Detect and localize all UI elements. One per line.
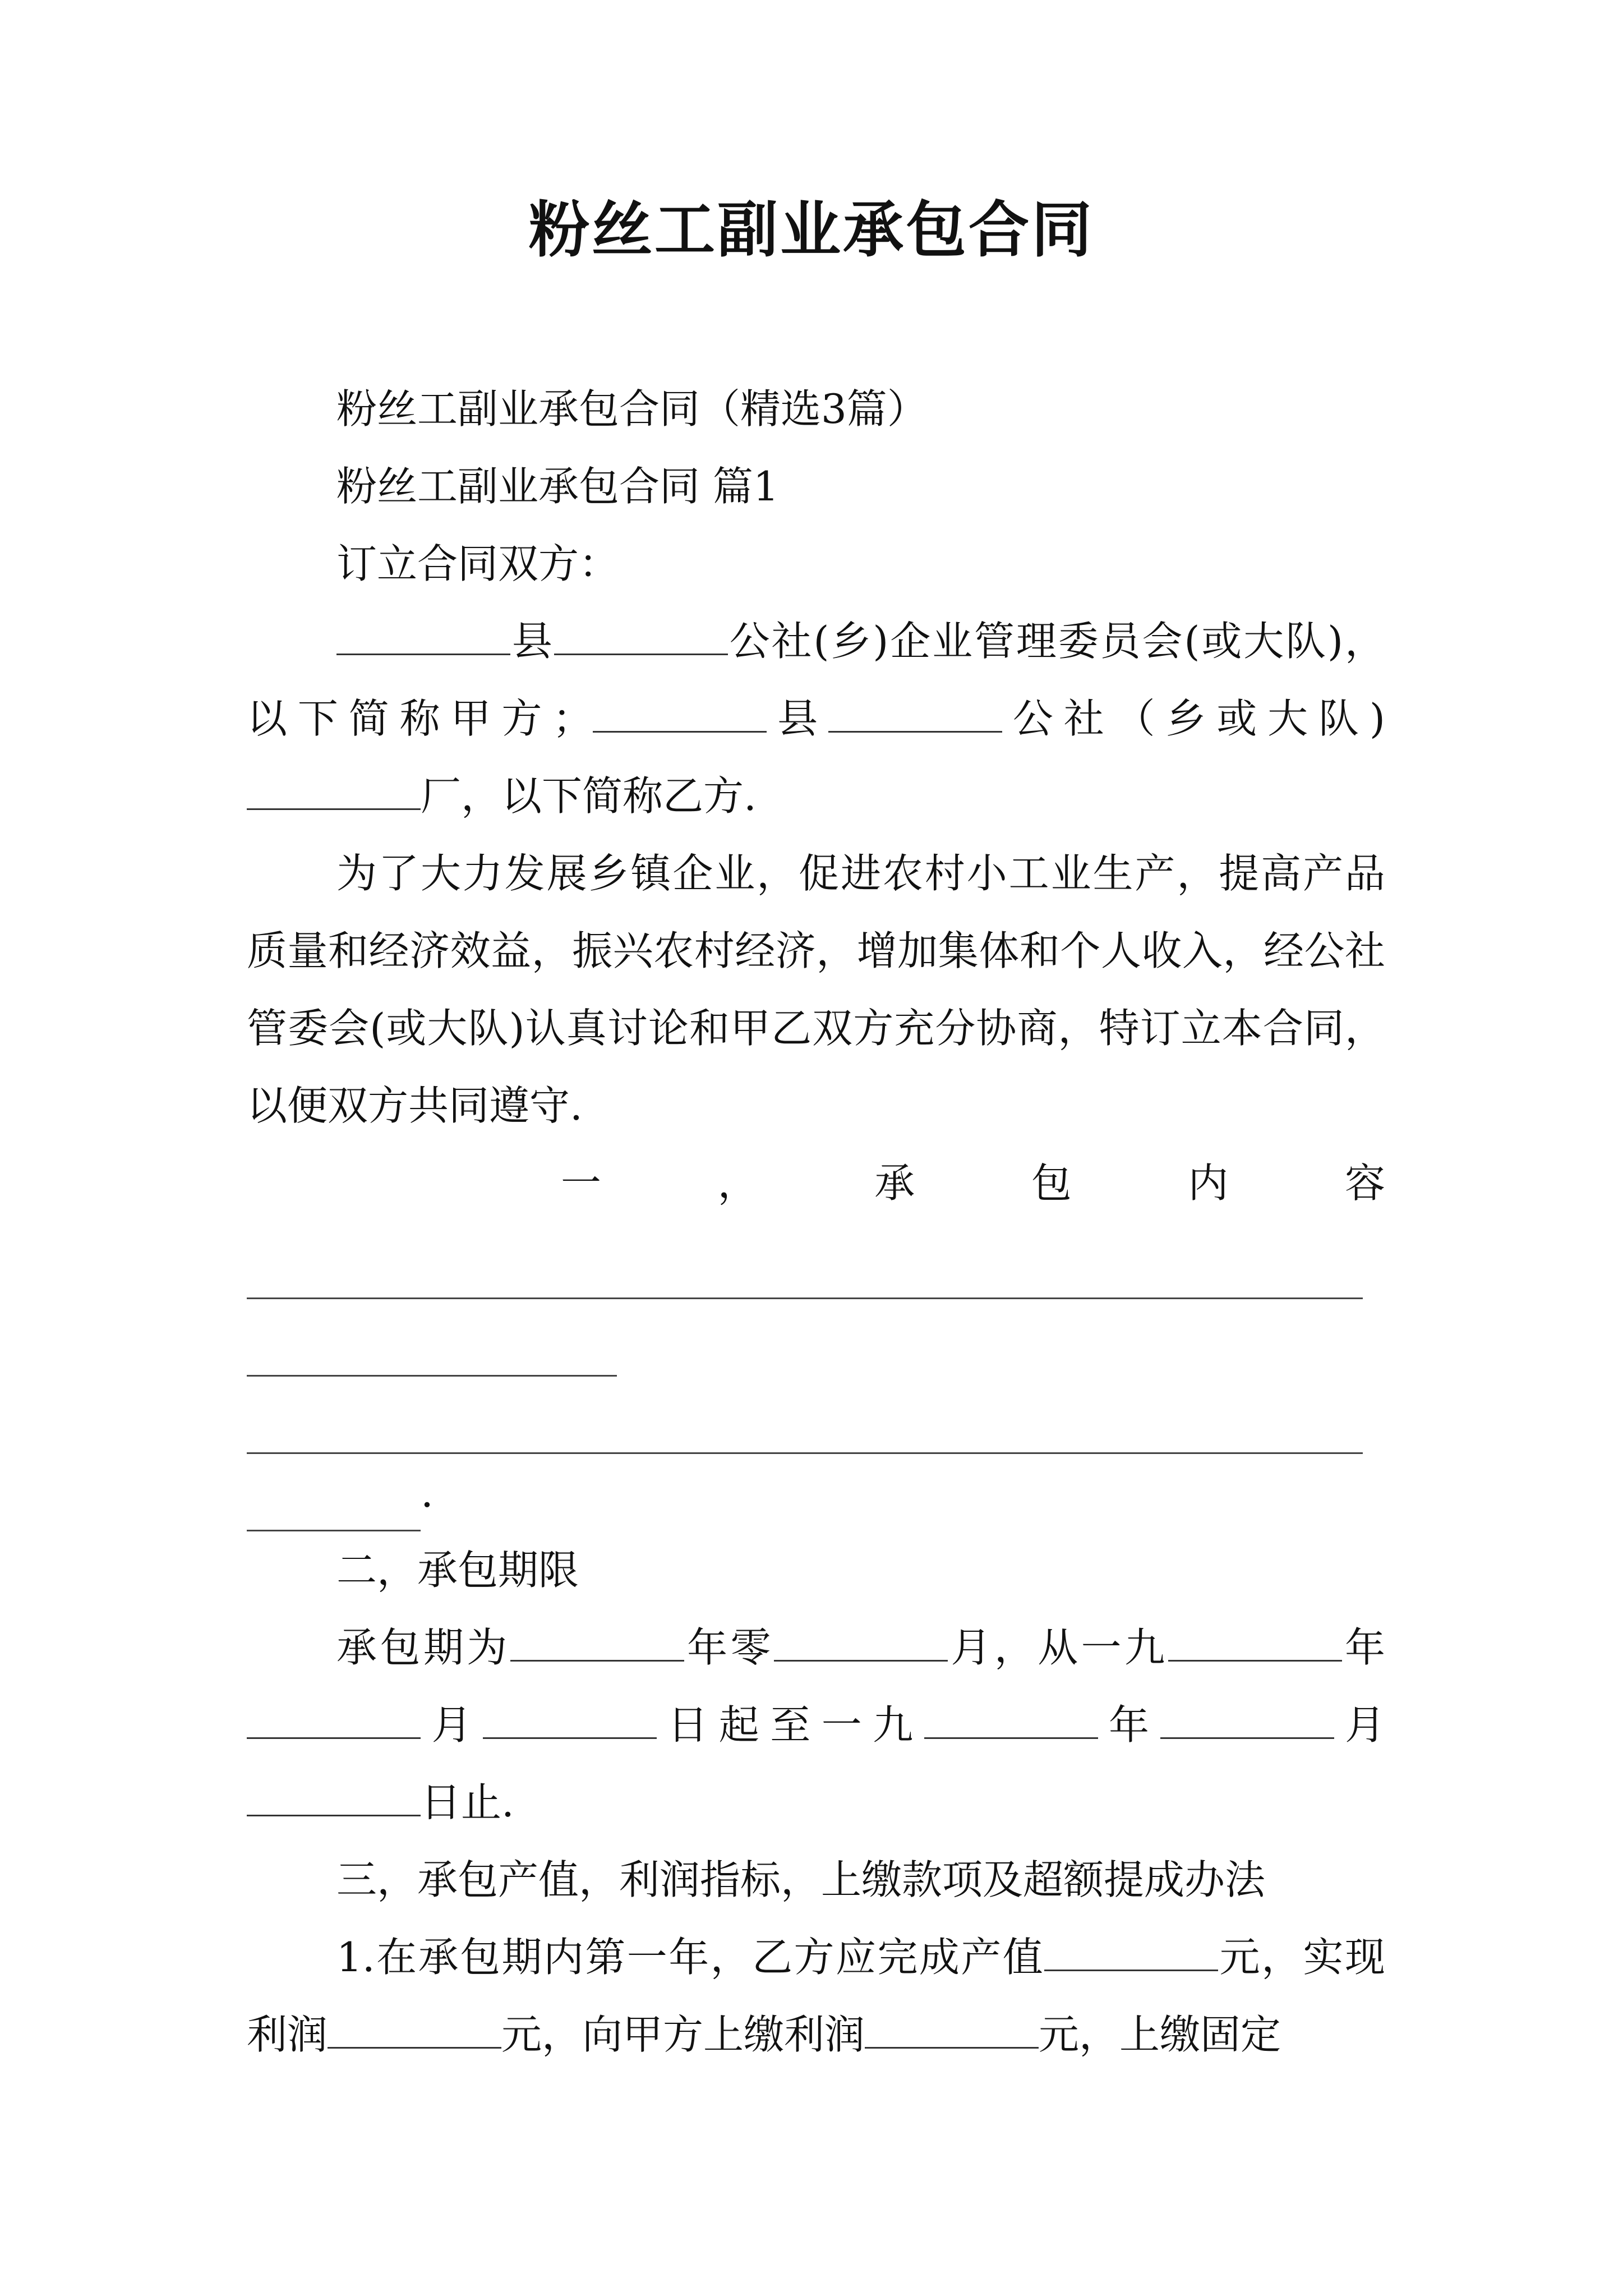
section3-paragraph — [247, 1918, 1385, 2073]
section2-text: 年 — [1098, 1701, 1160, 1749]
section3-text: 1.在承包期内第一年，乙方应完成产值 — [336, 1934, 1045, 1981]
purpose-paragraph: 为了大力发展乡镇企业，促进农村小工业生产，提高产品质量和经济效益，振兴农村经济，增加集体和个人收入，经公社管委会(或大队)认真讨论和甲乙双方充分协商，特订立本合同，以便双方共同遵守. — [247, 850, 1385, 1129]
section1-char: 容 — [1344, 1159, 1385, 1207]
section1-char: 一 — [561, 1159, 602, 1207]
blank-line — [865, 2010, 1039, 2049]
section1-char: 内 — [1188, 1159, 1229, 1207]
blank-line — [774, 1623, 948, 1662]
section2-text: 日起至一九 — [656, 1701, 924, 1749]
blank-line — [1160, 1701, 1334, 1739]
blank-line — [924, 1701, 1098, 1739]
section2-paragraph — [247, 1609, 1385, 1841]
section1-char: 承 — [874, 1159, 915, 1207]
blank-line — [336, 617, 510, 655]
document-body — [247, 370, 1385, 2073]
section2-heading: 二，承包期限 — [336, 1547, 579, 1594]
section3-text: 元，实现利润 — [247, 1934, 1385, 2058]
fill-line — [247, 1377, 1363, 1454]
blank-line — [510, 1623, 684, 1662]
fill-line — [247, 1222, 1363, 1299]
section2-text: 月，从一九 — [947, 1624, 1168, 1671]
blank-line — [328, 2010, 501, 2049]
blank-line — [247, 772, 421, 810]
section3-text: 元，上缴固定 — [1039, 2011, 1281, 2058]
piece-heading: 粉丝工副业承包合同 篇1 — [336, 463, 779, 510]
parties-county-1: 县 — [510, 618, 554, 665]
section1-char: ， — [717, 1159, 758, 1207]
blank-line — [247, 1701, 421, 1739]
blank-line — [593, 694, 767, 733]
section3-text: 元，向甲方上缴利润 — [501, 2011, 865, 2058]
section2-text: 承包期为 — [336, 1624, 510, 1671]
section2-text: 月 — [1334, 1701, 1385, 1749]
blank-line — [1044, 1933, 1218, 1971]
section1-char: 包 — [1031, 1159, 1072, 1207]
parties-paragraph — [247, 602, 1385, 835]
parties-county-2: 县 — [767, 695, 828, 742]
section3-heading: 三，承包产值，利润指标，上缴款项及超额提成办法 — [336, 1856, 1266, 1903]
blank-line — [554, 617, 728, 655]
blank-line — [247, 1778, 421, 1816]
parties-party-b: 厂，以下简称乙方. — [421, 772, 757, 820]
section2-text: 月 — [421, 1701, 483, 1749]
fill-line-end — [247, 1454, 1385, 1531]
blank-line — [247, 1507, 421, 1531]
blank-line — [483, 1701, 657, 1739]
parties-party-a: 公社(乡)企业管理委员会(或大队)，以下简称甲方； — [247, 618, 1385, 742]
parties-commune: 公社（乡或大队) — [1002, 695, 1385, 742]
section2-text: 年零 — [684, 1624, 774, 1671]
section2-text: 日止. — [421, 1779, 514, 1826]
fill-line — [247, 1299, 617, 1377]
blank-line — [1168, 1623, 1342, 1662]
subtitle: 粉丝工副业承包合同（精选3篇） — [336, 385, 928, 432]
section1-heading — [247, 1144, 1385, 1222]
section1-end-mark: . — [421, 1469, 434, 1516]
parties-label: 订立合同双方： — [336, 540, 620, 587]
section2-text: 年 — [1341, 1624, 1385, 1671]
document-title: 粉丝工副业承包合同 — [528, 195, 1094, 265]
blank-line — [828, 694, 1002, 733]
